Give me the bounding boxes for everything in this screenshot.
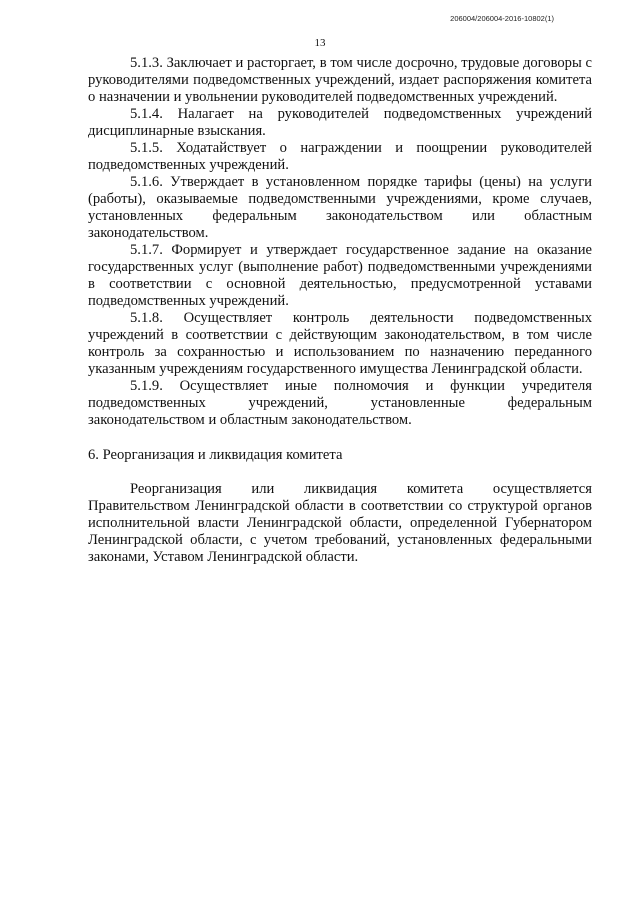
paragraph-5-1-4: 5.1.4. Налагает на руководителей подведомственных учреждений дисциплинарные взыскания. [88,106,592,139]
document-body [88,55,592,566]
paragraph-5-1-5: 5.1.5. Ходатайствует о награждении и поощрении руководителей подведомственных учреждений. [88,140,592,173]
paragraph-5-1-9: 5.1.9. Осуществляет иные полномочия и функции учредителя подведомственных учреждений, установленные федеральным законодательством и областным законодательством. [88,378,592,428]
paragraph-5-1-6: 5.1.6. Утверждает в установленном порядке тарифы (цены) на услуги (работы), оказываемые подведомственными учреждениями, кроме случаев, установленных федеральным законодательством или областным законодательством. [88,174,592,241]
document-id: 206004/206004-2016-10802(1) [450,14,554,23]
paragraph-5-1-3: 5.1.3. Заключает и расторгает, в том числе досрочно, трудовые договоры с руководителями подведомственных учреждений, издает распоряжения комитета о назначении и увольнении руководителей подведомственных учреждений. [88,55,592,105]
page-number: 13 [314,37,326,49]
section-6-paragraph: Реорганизация или ликвидация комитета осуществляется Правительством Ленинградской области в соответствии со структурой органов исполнительной власти Ленинградской области, определенной Губернатором Ленинградской области, с учетом требований, установленных федеральными законами, Уставом Ленинградской области. [88,481,592,565]
section-6-heading: 6. Реорганизация и ликвидация комитета [88,447,343,463]
paragraph-5-1-8: 5.1.8. Осуществляет контроль деятельности подведомственных учреждений в соответствии с действующим законодательством, в том числе контроль за сохранностью и использованием по назначению переданного указанным учреждениям государственного имущества Ленинградской области. [88,310,592,377]
paragraph-5-1-7: 5.1.7. Формирует и утверждает государственное задание на оказание государственных услуг (выполнение работ) подведомственными учреждениями в соответствии с основной деятельностью, предусмотренной уставами подведомственных учреждений. [88,242,592,309]
